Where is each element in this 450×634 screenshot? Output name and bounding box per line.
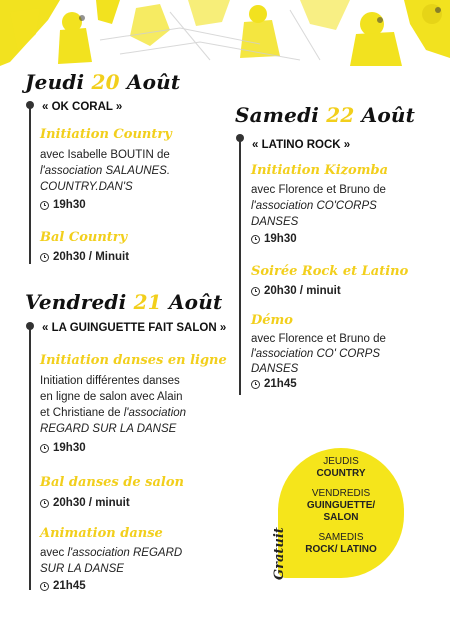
day-heading-jeudi: Jeudi 20 Août [25,70,181,94]
event-time: 20h30 / minuit [251,285,341,297]
event-title-initiation-danses-ligne: Initiation danses en ligne [40,353,227,368]
day-heading-samedi: Samedi 22 Août [235,103,416,127]
event-title-demo: Démo [251,313,293,328]
event-desc-line: et Christiane de l'association [40,407,187,419]
badge-line: COUNTRY [316,468,366,479]
badge-line: ROCK/ LATINO [305,544,377,555]
event-desc-line: DANSES [251,363,299,375]
event-title-initiation-country: Initiation Country [40,127,172,142]
event-time: 19h30 [40,442,86,454]
clock-icon [40,499,49,508]
event-time: 21h45 [251,378,297,390]
badge-line: GUINGUETTE/ [306,500,376,511]
event-desc-line: DANSES [251,216,299,228]
timeline-line [239,137,241,395]
venue-ok-coral: « OK CORAL » [42,101,123,113]
event-desc-line: l'association SALAUNES. [40,165,171,177]
event-time: 20h30 / minuit [40,497,130,509]
clock-icon [251,380,260,389]
event-desc-line: l'association CO'CORPS [251,200,377,212]
badge-line: SAMEDIS [318,532,364,543]
clock-icon [40,444,49,453]
badge-line: SALON [323,512,359,523]
event-desc-line: en ligne de salon avec Alain [40,391,183,403]
clock-icon [40,253,49,262]
event-time: 20h30 / Minuit [40,251,129,263]
badge-line: JEUDIS [323,456,359,467]
timeline-line [29,325,31,590]
clock-icon [40,582,49,591]
event-time: 21h45 [40,580,86,592]
event-desc-line: avec Florence et Bruno de [251,184,386,196]
event-title-initiation-kizomba: Initiation Kizomba [251,163,388,178]
event-desc-line: avec Isabelle BOUTIN de [40,149,170,161]
event-desc-line: COUNTRY.DAN'S [40,181,133,193]
event-desc-line: avec l'association REGARD [40,547,183,559]
clock-icon [251,235,260,244]
event-time: 19h30 [251,233,297,245]
event-time: 19h30 [40,199,86,211]
event-desc-line: Initiation différentes danses [40,375,180,387]
event-title-animation-danse: Animation danse [40,526,163,541]
event-title-bal-danses-salon: Bal danses de salon [40,475,184,490]
gratuit-label: Gratuit [272,527,287,580]
free-schedule-badge [278,448,404,578]
event-desc-line: REGARD SUR LA DANSE [40,423,177,435]
clock-icon [40,201,49,210]
event-desc-line: avec Florence et Bruno de [251,333,386,345]
venue-latino-rock: « LATINO ROCK » [252,139,351,151]
event-title-bal-country: Bal Country [40,230,128,245]
day-heading-vendredi: Vendredi 21 Août [25,290,223,314]
clock-icon [251,287,260,296]
timeline-line [29,104,31,264]
event-desc-line: SUR LA DANSE [40,563,124,575]
event-title-soiree-rock-latino: Soirée Rock et Latino [251,264,409,279]
badge-line: VENDREDIS [311,488,371,499]
header-dancers-image [0,0,450,66]
event-desc-line: l'association CO' CORPS [251,348,381,360]
venue-guinguette: « LA GUINGUETTE FAIT SALON » [42,322,227,334]
